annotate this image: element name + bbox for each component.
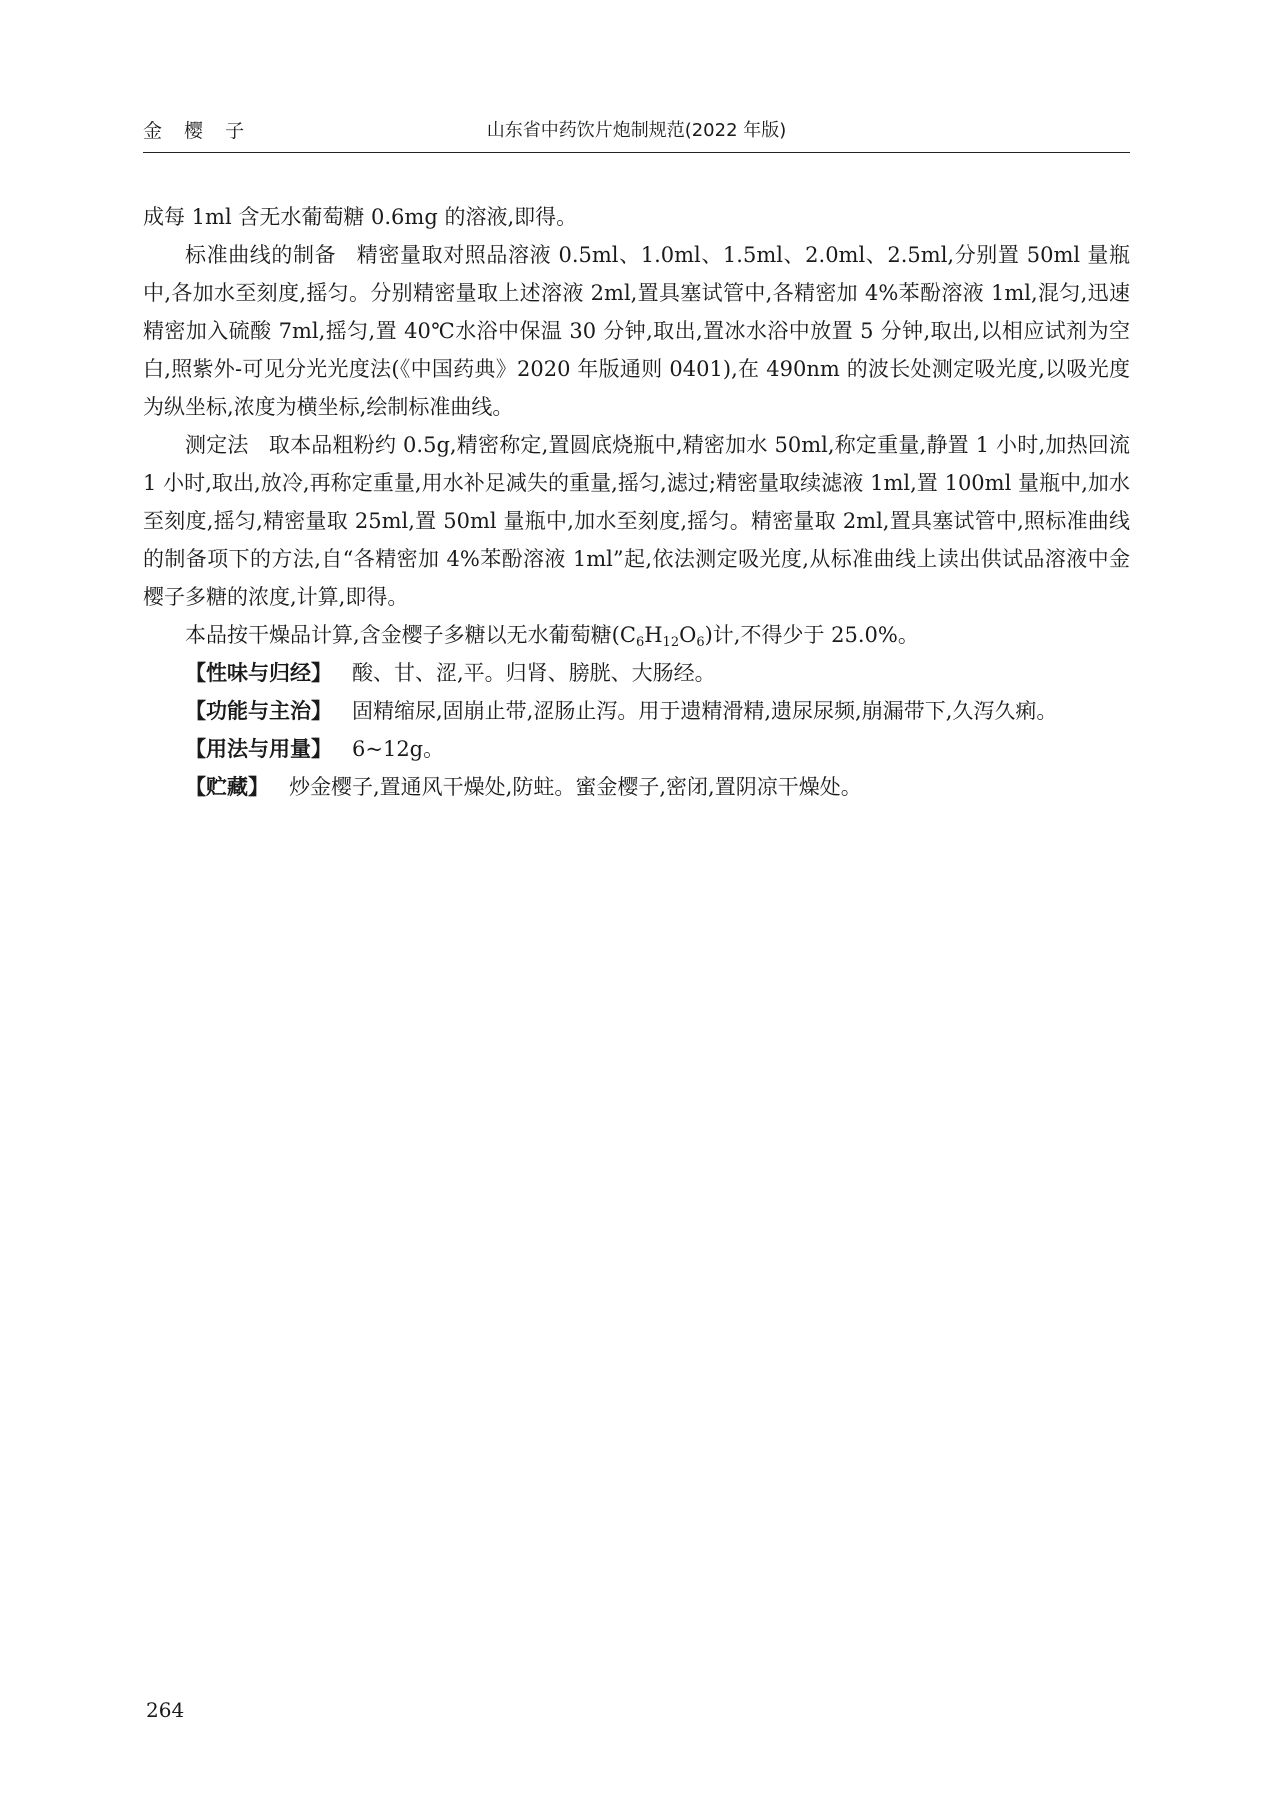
body-text [143, 198, 1130, 806]
storage-text: 炒金樱子,置通风干燥处,防蛀。蜜金樱子,密闭,置阴凉干燥处。 [289, 775, 862, 799]
header-entry-name: 金 樱 子 [143, 120, 253, 142]
section-taste-meridian [143, 654, 1130, 692]
usage-dosage-text: 6~12g。 [352, 737, 445, 761]
formula-element: O [679, 623, 697, 647]
paragraph-standard-curve [143, 236, 1130, 426]
function-indication-text: 固精缩尿,固崩止带,涩肠止泻。用于遗精滑精,遗尿尿频,崩漏带下,久泻久痢。 [352, 699, 1058, 723]
function-indication-label: 【功能与主治】 [185, 699, 332, 723]
standard-curve-text: 精密量取对照品溶液 0.5ml、1.0ml、1.5ml、2.0ml、2.5ml,分别置 50ml 量瓶中,各加水至刻度,摇匀。分别精密量取上述溶液 2ml,置具塞试管中,各精密加 4%苯酚溶液 1ml,混匀,迅速精密加入硫酸 7ml,摇匀,置 40℃水浴中保温 30 分钟,取出,置冰水浴中放置 5 分钟,取出,以相应试剂为空白,照紫外-可见分光光度法(《中国药典》2020 年版通则 0401),在 490nm 的波长处测定吸光度,以吸光度为纵坐标,浓度为横坐标,绘制标准曲线。 [143, 243, 1130, 419]
paragraph-text: 成每 1ml 含无水葡萄糖 0.6mg 的溶液,即得。 [143, 205, 578, 229]
content-limit-text: )计,不得少于 25.0%。 [704, 623, 919, 647]
standard-curve-label: 标准曲线的制备 [185, 243, 337, 267]
page-number: 264 [146, 1698, 185, 1722]
assay-method-label: 测定法 [185, 433, 249, 457]
running-header [143, 116, 1130, 150]
storage-label: 【贮藏】 [185, 775, 269, 799]
taste-meridian-label: 【性味与归经】 [185, 661, 332, 685]
header-divider [143, 152, 1130, 153]
formula-element: H [644, 623, 663, 647]
header-book-title: 山东省中药饮片炮制规范(2022 年版) [486, 120, 787, 141]
paragraph-continuation [143, 198, 1130, 236]
section-usage-dosage [143, 730, 1130, 768]
formula-subscript: 6 [696, 635, 705, 650]
content-limit-text: 本品按干燥品计算,含金樱子多糖以无水葡萄糖(C [185, 623, 636, 647]
taste-meridian-text: 酸、甘、涩,平。归肾、膀胱、大肠经。 [352, 661, 716, 685]
paragraph-content-limit [143, 616, 1130, 654]
usage-dosage-label: 【用法与用量】 [185, 737, 332, 761]
section-function-indication [143, 692, 1130, 730]
assay-method-text: 取本品粗粉约 0.5g,精密称定,置圆底烧瓶中,精密加水 50ml,称定重量,静置 1 小时,加热回流 1 小时,取出,放冷,再称定重量,用水补足减失的重量,摇匀,滤过;精密量取续滤液 1ml,置 100ml 量瓶中,加水至刻度,摇匀,精密量取 25ml,置 50ml 量瓶中,加水至刻度,摇匀。精密量取 2ml,置具塞试管中,照标准曲线的制备项下的方法,自“各精密加 4%苯酚溶液 1ml”起,依法测定吸光度,从标准曲线上读出供试品溶液中金樱子多糖的浓度,计算,即得。 [143, 433, 1130, 609]
paragraph-assay-method [143, 426, 1130, 616]
formula-subscript: 12 [662, 635, 680, 650]
formula-subscript: 6 [635, 635, 645, 650]
section-storage [143, 768, 1130, 806]
